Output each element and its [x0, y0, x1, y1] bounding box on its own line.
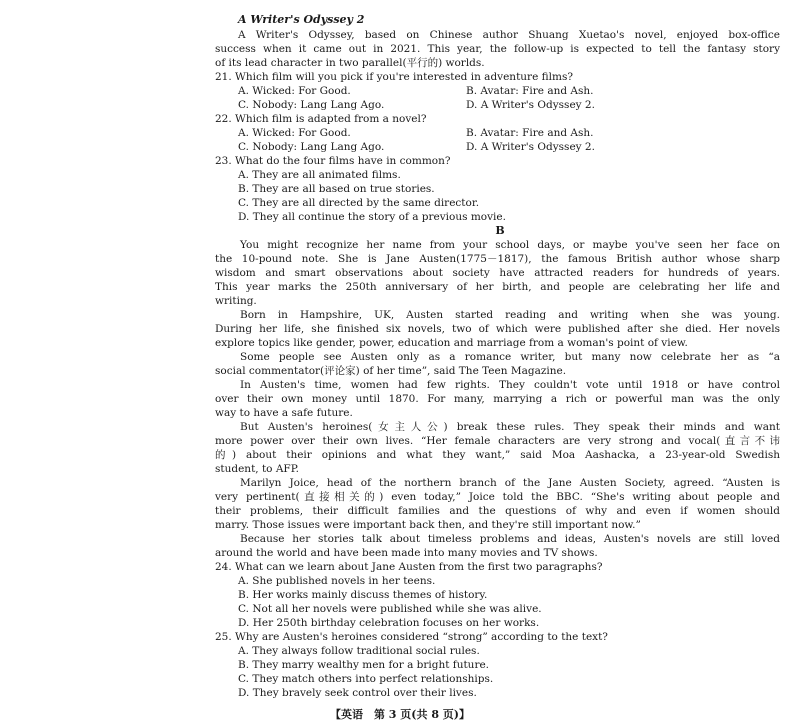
section-a-title: A Writer's Odyssey 2: [238, 13, 365, 26]
passage-b-line: Marilyn Joice, head of the northern branch of the Jane Austen Society, agreed. “Austen is: [240, 477, 780, 489]
passage-b-line: around the world and have been made into many movies and TV shows.: [215, 547, 598, 559]
question-23-option-b[interactable]: B. They are all based on true stories.: [238, 183, 435, 195]
question-24-option-b[interactable]: B. Her works mainly discuss themes of history.: [238, 589, 488, 601]
question-22-option-a[interactable]: A. Wicked: For Good.: [238, 127, 351, 139]
passage-b-line: Because her stories talk about timeless problems and ideas, Austen's novels are still loved: [240, 533, 780, 545]
passage-b-line: wisdom and smart observations about society have attracted readers for hundreds of years.: [215, 267, 780, 279]
section-b-heading: B: [495, 224, 505, 237]
passage-b-line: the 10-pound note. She is Jane Austen(1775－1817), the famous British author whose sharp: [215, 253, 780, 265]
passage-b-line: marry. Those issues were important back then, and they're still important now.”: [215, 519, 641, 531]
passage-b-line: social commentator(评论家) of her time”, said The Teen Magazine.: [215, 365, 567, 377]
question-25-stem: 25. Why are Austen's heroines considered “strong” according to the text?: [215, 631, 608, 643]
passage-a-line: A Writer's Odyssey, based on Chinese author Shuang Xuetao's novel, enjoyed box-office: [238, 29, 780, 41]
question-24-option-c[interactable]: C. Not all her novels were published while she was alive.: [238, 603, 542, 615]
question-23-option-c[interactable]: C. They are all directed by the same director.: [238, 197, 480, 209]
page-footer: 【英语 第 3 页(共 8 页)】: [329, 708, 471, 721]
question-25-option-c[interactable]: C. They match others into perfect relationships.: [238, 673, 494, 685]
question-23-stem: 23. What do the four films have in common?: [215, 155, 451, 167]
question-23-option-a[interactable]: A. They are all animated films.: [238, 169, 401, 181]
passage-b-line: This year marks the 250th anniversary of her birth, and people are celebrating her life and: [215, 281, 780, 293]
passage-b-line: way to have a safe future.: [215, 407, 353, 419]
question-25-option-d[interactable]: D. They bravely seek control over their lives.: [238, 687, 477, 699]
question-21-stem: 21. Which film will you pick if you're interested in adventure films?: [215, 71, 573, 83]
question-21-option-a[interactable]: A. Wicked: For Good.: [238, 85, 351, 97]
passage-b-line: writing.: [215, 295, 257, 307]
passage-b-line: Born in Hampshire, UK, Austen started reading and writing when she was young.: [240, 309, 780, 321]
question-22-option-d[interactable]: D. A Writer's Odyssey 2.: [466, 141, 595, 153]
passage-b-line: During her life, she finished six novels, two of which were published after she died. Her novels: [215, 323, 780, 335]
passage-b-line: their problems, their difficult families and the questions of why and even if women should: [215, 505, 780, 517]
question-24-option-d[interactable]: D. Her 250th birthday celebration focuses on her works.: [238, 617, 540, 629]
question-22-option-b[interactable]: B. Avatar: Fire and Ash.: [466, 127, 594, 139]
passage-b-line: explore topics like gender, power, education and marriage from a woman's point of view.: [215, 337, 688, 349]
question-21-option-b[interactable]: B. Avatar: Fire and Ash.: [466, 85, 594, 97]
question-25-option-a[interactable]: A. They always follow traditional social rules.: [238, 645, 480, 657]
passage-a-line: success when it came out in 2021. This year, the follow-up is expected to tell the fantasy story: [215, 43, 780, 55]
question-24-stem: 24. What can we learn about Jane Austen from the first two paragraphs?: [215, 561, 603, 573]
passage-a-line: of its lead character in two parallel(平行的) worlds.: [215, 57, 485, 69]
passage-b-line: very pertinent(直接相关的) even today,” Joice told the BBC. “She's writing about people and: [215, 491, 780, 503]
passage-b-line: But Austen's heroines(女主人公) break these rules. They speak their minds and want: [240, 421, 780, 433]
question-25-option-b[interactable]: B. They marry wealthy men for a bright future.: [238, 659, 490, 671]
question-21-option-c[interactable]: C. Nobody: Lang Lang Ago.: [238, 99, 385, 111]
passage-b-line: In Austen's time, women had few rights. They couldn't vote until 1918 or have control: [240, 379, 780, 391]
passage-b-line: Some people see Austen only as a romance writer, but many now celebrate her as “a: [240, 351, 780, 363]
passage-b-line: 的) about their opinions and what they want,” said Moa Aashacka, a 23-year-old Swedish: [215, 449, 780, 461]
passage-b-line: over their own money until 1870. For many, marrying a rich or powerful man was the only: [215, 393, 780, 405]
question-22-option-c[interactable]: C. Nobody: Lang Lang Ago.: [238, 141, 385, 153]
passage-b-line: more power over their own lives. “Her female characters are very strong and vocal(直言不讳: [215, 435, 780, 447]
question-22-stem: 22. Which film is adapted from a novel?: [215, 113, 427, 125]
passage-b-line: student, to AFP.: [215, 463, 299, 475]
passage-b-line: You might recognize her name from your school days, or maybe you've seen her face on: [240, 239, 780, 251]
question-24-option-a[interactable]: A. She published novels in her teens.: [238, 575, 436, 587]
question-21-option-d[interactable]: D. A Writer's Odyssey 2.: [466, 99, 595, 111]
question-23-option-d[interactable]: D. They all continue the story of a previous movie.: [238, 211, 506, 223]
